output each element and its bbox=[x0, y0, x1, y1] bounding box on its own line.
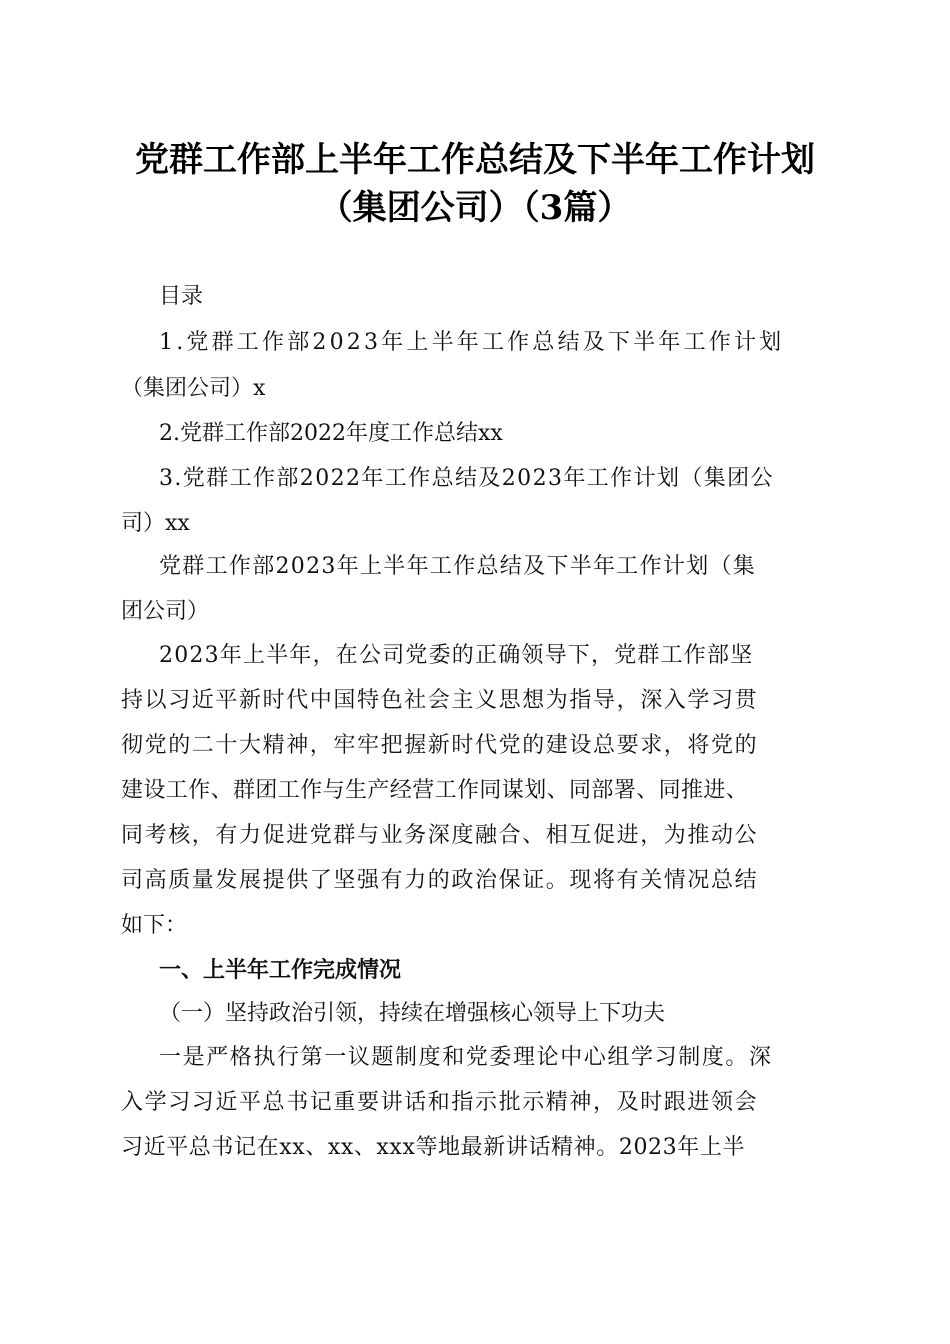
section-1-heading: 一、上半年工作完成情况 bbox=[159, 957, 402, 983]
body-line-1: 一是严格执行第一议题制度和党委理论中心组学习制度。深 bbox=[159, 1045, 773, 1070]
toc-item-1-line-1[interactable]: 1.党群工作部2023年上半年工作总结及下半年工作计划 bbox=[159, 330, 785, 355]
toc-item-2[interactable]: 2.党群工作部2022年度工作总结xx bbox=[159, 421, 503, 446]
intro-line-7: 如下： bbox=[121, 913, 188, 938]
intro-line-1: 2023年上半年，在公司党委的正确领导下，党群工作部坚 bbox=[159, 643, 754, 668]
intro-line-2: 持以习近平新时代中国特色社会主义思想为指导，深入学习贯 bbox=[121, 688, 759, 713]
document-title-line-1: 党群工作部上半年工作总结及下半年工作计划 bbox=[135, 140, 815, 180]
toc-item-1-line-2[interactable]: （集团公司）x bbox=[121, 376, 266, 401]
article-title-line-2: 团公司） bbox=[121, 599, 210, 624]
body-line-2: 入学习习近平总书记重要讲话和指示批示精神，及时跟进领会 bbox=[121, 1090, 759, 1115]
intro-line-5: 同考核，有力促进党群与业务深度融合、相互促进，为推动公 bbox=[121, 823, 759, 848]
subsection-1-heading: （一）坚持政治引领，持续在增强核心领导上下功夫 bbox=[159, 1001, 666, 1026]
toc-heading: 目录 bbox=[159, 284, 204, 309]
toc-item-3-line-1[interactable]: 3.党群工作部2022年工作总结及2023年工作计划（集团公 bbox=[159, 466, 774, 491]
toc-item-3-line-2[interactable]: 司）xx bbox=[121, 511, 190, 536]
body-line-3: 习近平总书记在xx、xx、xxx等地最新讲话精神。2023年上半 bbox=[121, 1135, 746, 1160]
intro-line-6: 司高质量发展提供了坚强有力的政治保证。现将有关情况总结 bbox=[121, 868, 759, 893]
document-title-line-2: （集团公司）（3篇） bbox=[318, 188, 632, 228]
intro-line-4: 建设工作、群团工作与生产经营工作同谋划、同部署、同推进、 bbox=[121, 778, 749, 803]
intro-line-3: 彻党的二十大精神，牢牢把握新时代党的建设总要求，将党的 bbox=[121, 733, 759, 758]
article-title-line-1: 党群工作部2023年上半年工作总结及下半年工作计划（集 bbox=[159, 554, 757, 579]
